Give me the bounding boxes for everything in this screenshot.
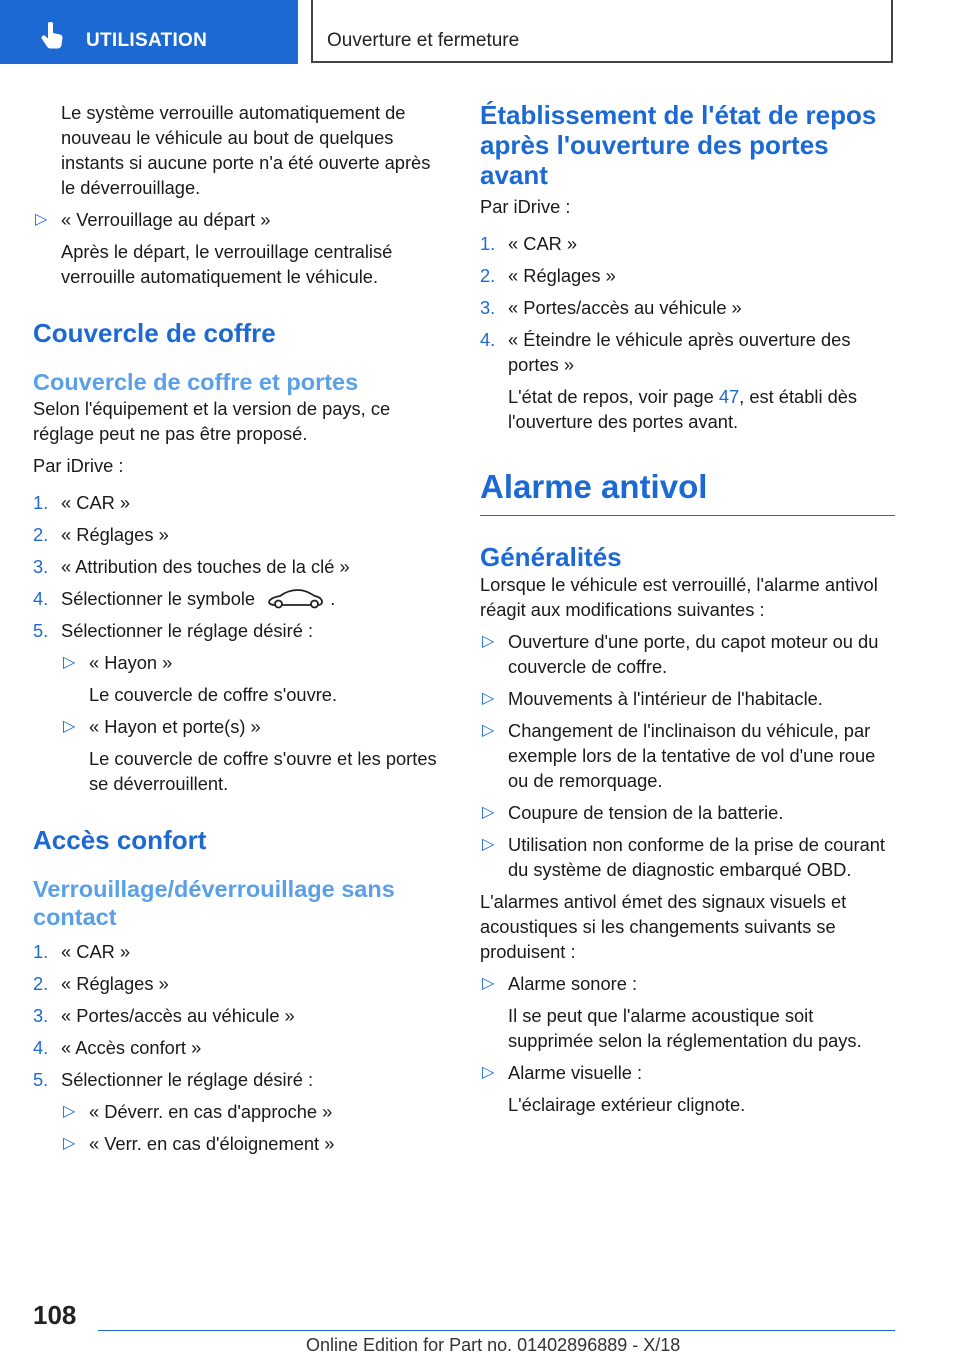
- chapter-heading: Alarme antivol: [480, 467, 895, 516]
- triangle-bullet-icon: ▷: [482, 690, 495, 707]
- list-item: 1. « CAR »: [33, 941, 131, 962]
- subsection-heading: Verrouillage/déverrouillage sans contact: [33, 876, 395, 930]
- car-symbol-icon: [266, 587, 324, 609]
- list-item: ▷ Mouvements à l'intérieur de l'habitacle.: [482, 688, 823, 709]
- triangle-bullet-icon: ▷: [35, 211, 48, 228]
- section-heading: Couvercle de coffre: [33, 318, 276, 348]
- triangle-bullet-icon: ▷: [63, 1103, 76, 1120]
- paragraph: Après le départ, le verrouillage centralisé verrouille automatiquement le véhicule.: [61, 241, 393, 287]
- right-column: [480, 100, 895, 1124]
- list-item: ▷ Ouverture d'une porte, du capot moteur ou du couvercle de coffre.: [482, 631, 879, 677]
- list-item: 4. Sélectionner le symbole .: [33, 588, 336, 609]
- section-tab-label: UTILISATION: [86, 30, 208, 51]
- edition-note: Online Edition for Part no. 01402896889 - X/18: [306, 1335, 681, 1355]
- page-link[interactable]: 47: [718, 386, 740, 407]
- triangle-bullet-icon: ▷: [482, 836, 495, 853]
- list-item: 1. « CAR »: [33, 492, 131, 513]
- page-number: 108: [33, 1300, 77, 1330]
- paragraph: Le couvercle de coffre s'ouvre.: [89, 684, 338, 705]
- paragraph: Le système verrouille automatiquement de nouveau le véhicule au bout de quelques instants si aucune porte n'a été ouverte après le déverrouillage.: [61, 102, 431, 198]
- list-item: 3. « Portes/accès au véhicule »: [480, 297, 742, 318]
- triangle-bullet-icon: ▷: [63, 654, 76, 671]
- triangle-bullet-icon: ▷: [482, 804, 495, 821]
- paragraph: Par iDrive :: [480, 196, 571, 217]
- list-item: 4. « Accès confort »: [33, 1037, 202, 1058]
- list-item: 2. « Réglages »: [480, 265, 616, 286]
- triangle-bullet-icon: ▷: [482, 722, 495, 739]
- list-item: 4. « Éteindre le véhicule après ouverture des portes »: [480, 329, 851, 375]
- list-item: ▷ Changement de l'inclinaison du véhicule, par exemple lors de la tentative de vol d'une roue ou de remorquage.: [482, 720, 876, 791]
- list-item: 3. « Portes/accès au véhicule »: [33, 1005, 295, 1026]
- list-item: ▷ « Déverr. en cas d'approche »: [63, 1101, 333, 1122]
- section-tab[interactable]: [0, 0, 298, 64]
- list-item: 5. Sélectionner le réglage désiré :: [33, 1069, 314, 1090]
- paragraph: L'état de repos, voir page 47, est établi dès l'ouverture des portes avant.: [508, 386, 858, 432]
- list-item: 1. « CAR »: [480, 233, 578, 254]
- list-item: 2. « Réglages »: [33, 973, 169, 994]
- left-column: [33, 100, 438, 1163]
- list-item: 2. « Réglages »: [33, 524, 169, 545]
- paragraph: Lorsque le véhicule est verrouillé, l'alarme antivol réagit aux modifications suivantes :: [480, 574, 878, 620]
- subsection-heading: Généralités: [480, 542, 622, 572]
- paragraph: Selon l'équipement et la version de pays, ce réglage peut ne pas être proposé.: [33, 398, 391, 444]
- list-item: ▷ Coupure de tension de la batterie.: [482, 802, 784, 823]
- subsection-heading: Couvercle de coffre et portes: [33, 369, 359, 395]
- list-item: ▷ « Hayon »: [63, 652, 173, 673]
- list-item: 5. Sélectionner le réglage désiré :: [33, 620, 314, 641]
- section-heading: Établissement de l'état de repos après l'ouverture des portes avant: [480, 100, 877, 190]
- list-item: ▷ Alarme sonore :: [482, 973, 638, 994]
- section-heading: Accès confort: [33, 825, 207, 855]
- list-item: 3. « Attribution des touches de la clé »: [33, 556, 350, 577]
- paragraph: Le couvercle de coffre s'ouvre et les portes se déverrouillent.: [89, 748, 437, 794]
- triangle-bullet-icon: ▷: [63, 718, 76, 735]
- footer-divider: [98, 1330, 895, 1331]
- list-item: ▷ « Verr. en cas d'éloignement »: [63, 1133, 335, 1154]
- list-item: ▷ « Verrouillage au départ »: [35, 209, 271, 230]
- triangle-bullet-icon: ▷: [63, 1135, 76, 1152]
- list-item: ▷ « Hayon et porte(s) »: [63, 716, 261, 737]
- paragraph: Par iDrive :: [33, 455, 124, 476]
- triangle-bullet-icon: ▷: [482, 633, 495, 650]
- chapter-header: [311, 0, 893, 63]
- triangle-bullet-icon: ▷: [482, 975, 495, 992]
- list-item: ▷ Utilisation non conforme de la prise de courant du système de diagnostic embarqué OBD.: [482, 834, 886, 880]
- chapter-title: Ouverture et fermeture: [327, 30, 520, 51]
- paragraph: Il se peut que l'alarme acoustique soit supprimée selon la réglementation du pays.: [508, 1005, 862, 1051]
- list-item: ▷ Alarme visuelle :: [482, 1062, 643, 1083]
- paragraph: L'éclairage extérieur clignote.: [508, 1094, 746, 1115]
- paragraph: L'alarmes antivol émet des signaux visuels et acoustiques si les changements suivants se produisent :: [480, 891, 847, 962]
- triangle-bullet-icon: ▷: [482, 1064, 495, 1081]
- hand-pointer-icon: [40, 22, 66, 50]
